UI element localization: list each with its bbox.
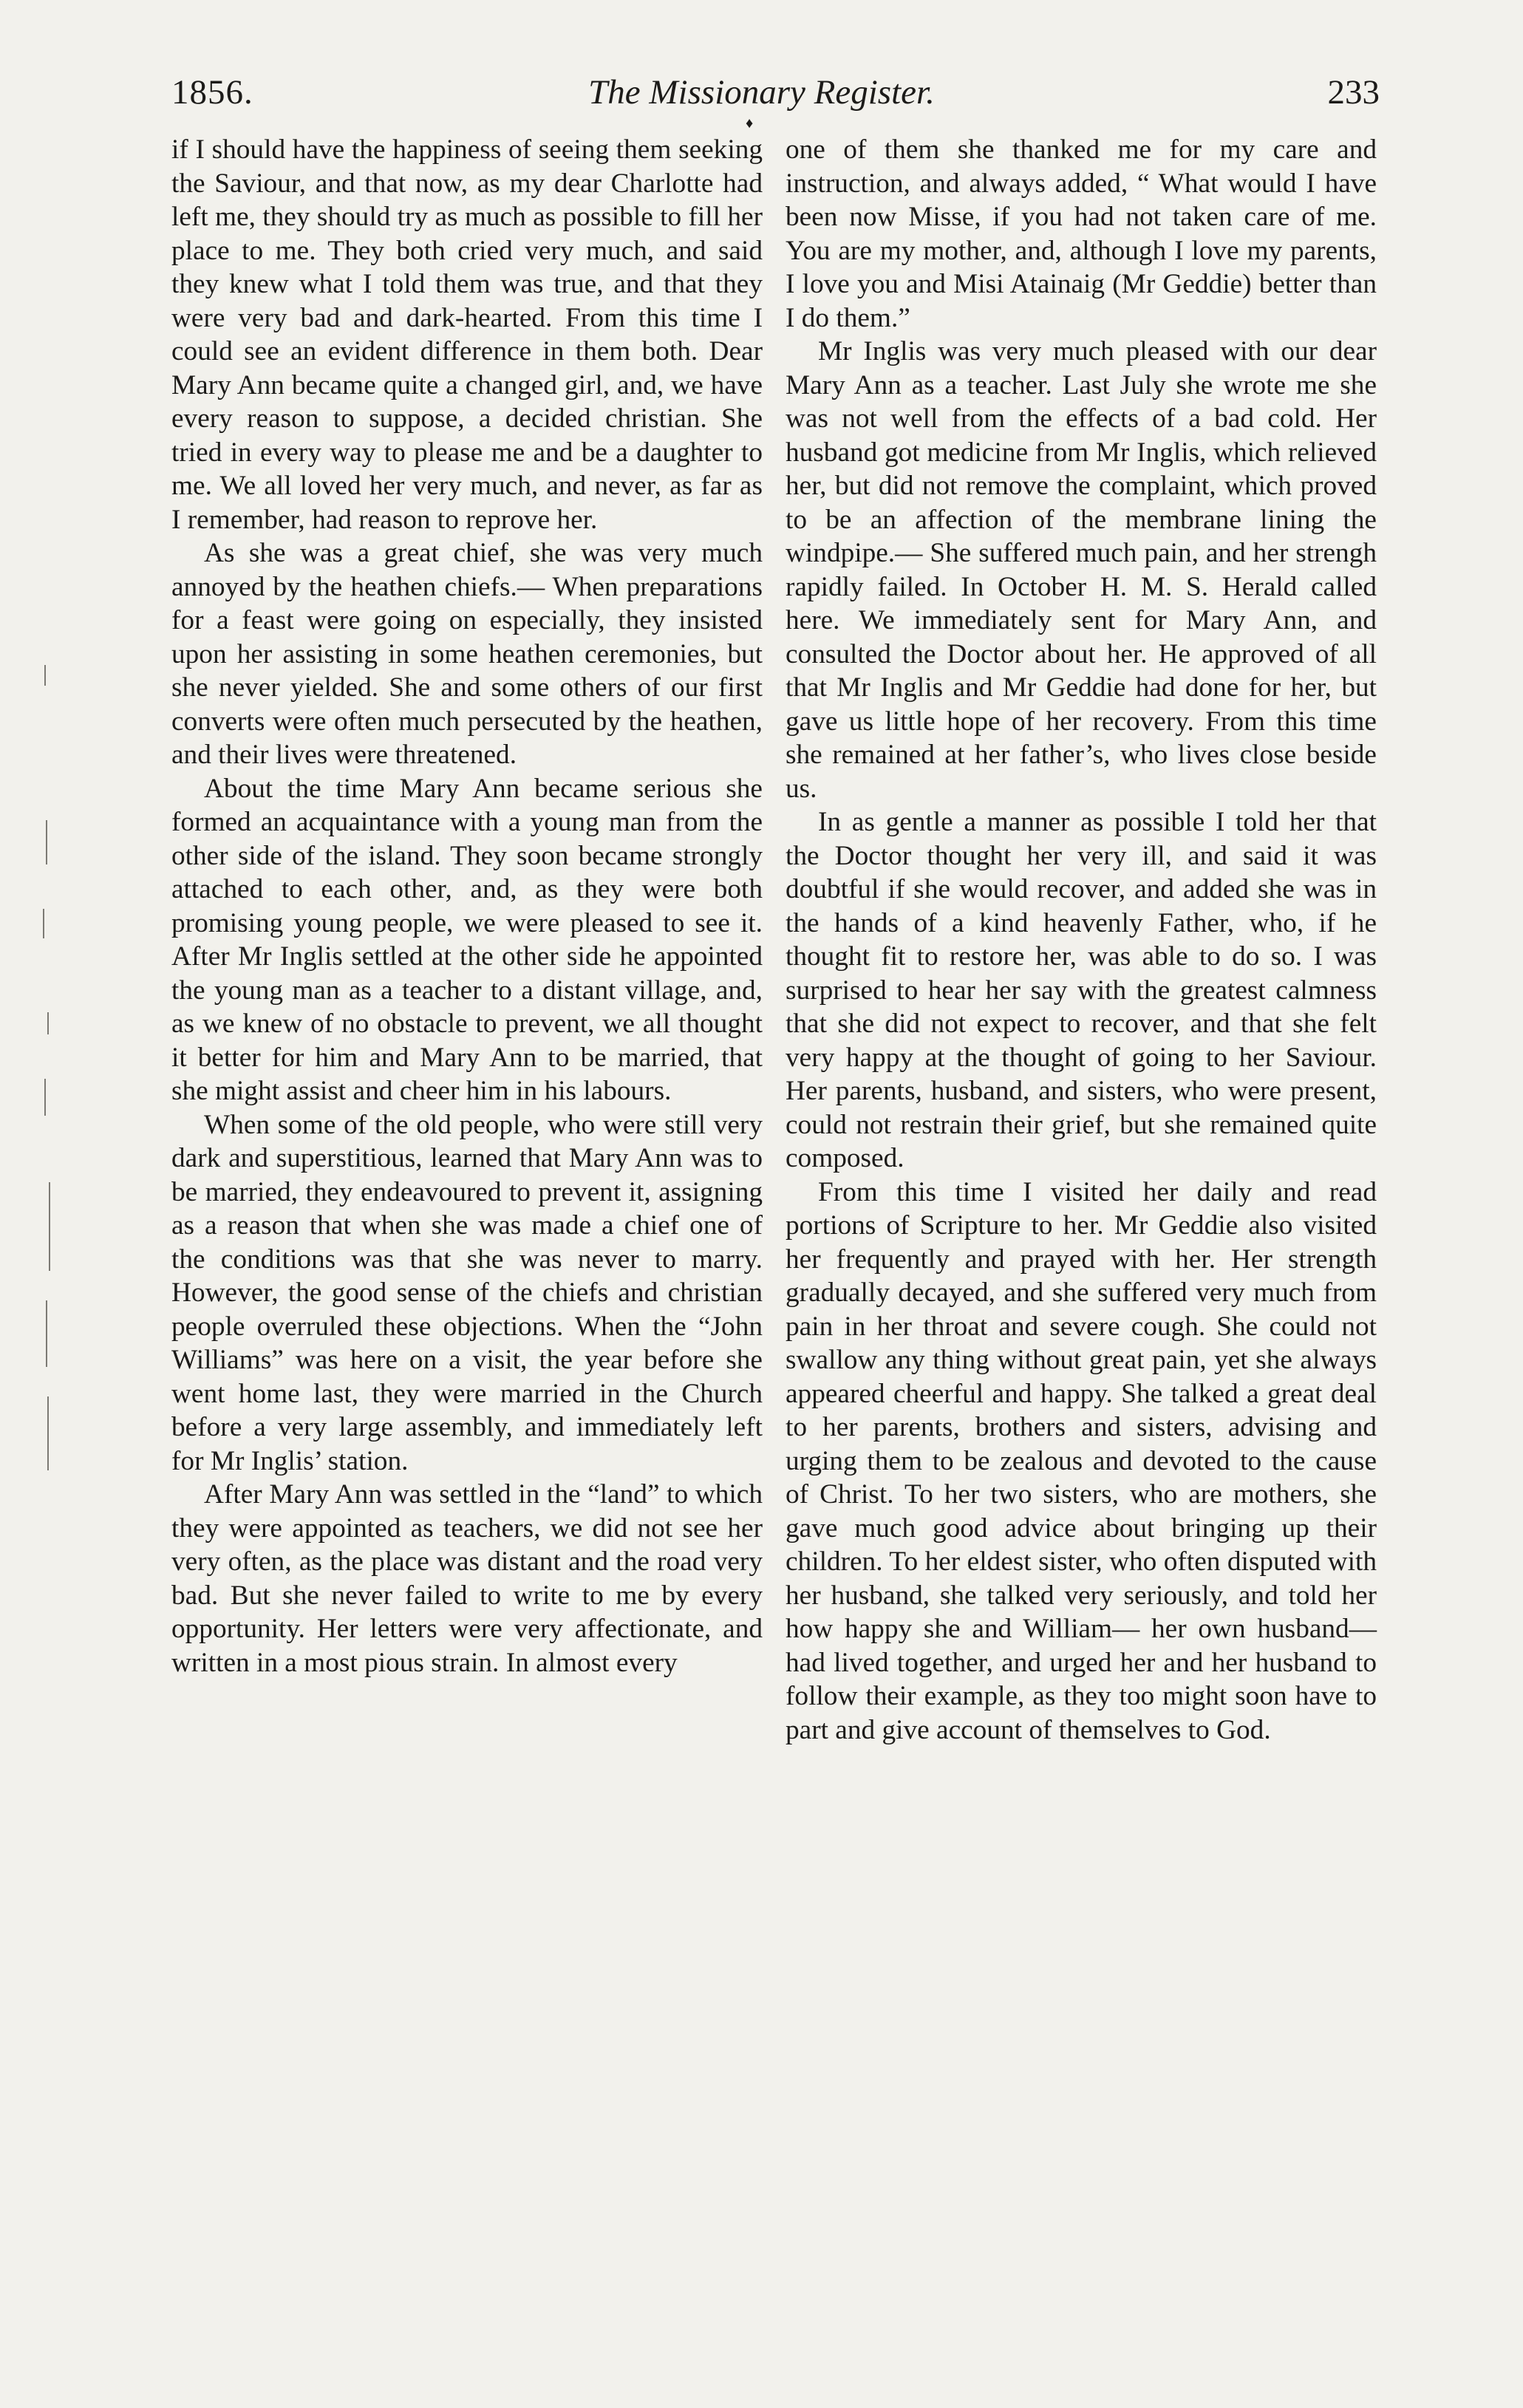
header-year: 1856. [171,73,253,112]
binding-gutter-marks [30,665,59,1552]
paragraph: When some of the old people, who were still very dark and superstitious, learned that Mary Ann was to be married, they endeavoured to prevent it, assigning as a reason that when she was made a chief one of the conditions was that she was never to marry. However, the good sense of the chiefs and christian people overruled these objections. When the “John Williams” was here on a visit, the year before she went home last, they were married in the Church before a very large assembly, and immediately left for Mr Inglis’ station. [171,1109,763,1476]
running-head [0,72,1523,132]
paragraph: one of them she thanked me for my care and instruction, and always added, “ What would I have been now Misse, if you had not taken care of me. You are my mother, and, although I love my parents, I love you and Misi Atainaig (Mr Geddie) better than I do them.” [786,134,1377,333]
left-column [171,133,763,1679]
header-title: The Missionary Register. [588,73,935,112]
right-column [786,133,1377,1747]
paragraph: if I should have the happiness of seeing them seeking the Saviour, and that now, as my dear Charlotte had left me, they should try as much as possible to fill her place to me. They both cried very much, and said they knew what I told them was true, and that they were very bad and dark-hearted. From this time I could see an evident difference in them both. Dear Mary Ann became quite a changed girl, and, we have every reason to suppose, a decided christian. She tried in every way to please me and be a daughter to me. We all loved her very much, and never, as far as I remember, had reason to reprove her. [171,134,763,535]
header-page-number: 233 [1327,73,1380,112]
paragraph: In as gentle a manner as possible I told her that the Doctor thought her very ill, and said it was doubtful if she would recover, and added she was in the hands of a kind heavenly Father, who, if he thought fit to restore her, was able to do so. I was surprised to hear her say with the greatest calmness that she did not expect to recover, and that she felt very happy at the thought of going to her Saviour. Her parents, husband, and sisters, who were present, could not restrain their grief, but she remained quite composed. [786,807,1377,1173]
paragraph: Mr Inglis was very much pleased with our dear Mary Ann as a teacher. Last July she wrote me she was not well from the effects of a bad cold. Her husband got medicine from Mr Inglis, which relieved her, but did not remove the complaint, which proved to be an affection of the membrane lining the windpipe.— She suffered much pain, and her strengh rapidly failed. In October H. M. S. Herald called here. We immediately sent for Mary Ann, and consulted the Doctor about her. He approved of all that Mr Inglis and Mr Geddie had done for her, but gave us little hope of her recovery. From this time she remained at her father’s, who lives close beside us. [786,336,1377,804]
paragraph: After Mary Ann was settled in the “land” to which they were appointed as teachers, we did not see her very often, as the place was distant and the road very bad. But she never failed to write to me by every opportunity. Her letters were very affectionate, and written in a most pious strain. In almost every [171,1479,763,1678]
paragraph: From this time I visited her daily and read portions of Scripture to her. Mr Geddie also visited her frequently and prayed with her. Her strength gradually decayed, and she suffered very much from pain in her throat and severe cough. She could not swallow any thing without great pain, yet she always appeared cheerful and happy. She talked a great deal to her parents, brothers and sisters, advising and urging them to be zealous and devoted to the cause of Christ. To her two sisters, who are mothers, she gave much good advice about bringing up their children. To her eldest sister, who often disputed with her husband, she talked very seriously, and told her how happy she and William— her own husband—had lived together, and urged her and her husband to follow their example, as they too might soon have to part and give account of themselves to God. [786,1176,1377,1745]
paragraph: About the time Mary Ann became serious she formed an acquaintance with a young man from the other side of the island. They soon became strongly attached to each other, and, as they were both promising young people, we were pleased to see it. After Mr Inglis settled at the other side he appointed the young man as a teacher to a distant village, and, as we knew of no obstacle to prevent, we all thought it better for him and Mary Ann to be married, that she might assist and cheer him in his labours. [171,773,763,1106]
paragraph: As she was a great chief, she was very much annoyed by the heathen chiefs.— When preparations for a feast were going on especially, they insisted upon her assisting in some heathen ceremonies, but she never yielded. She and some others of our first converts were often much persecuted by the heathen, and their lives were threatened. [171,538,763,770]
header-ornament: ♦ [746,115,754,132]
